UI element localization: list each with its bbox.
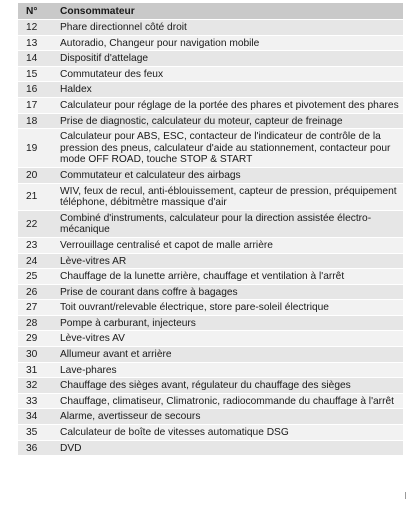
table-row: [18, 393, 403, 409]
table-row: [18, 167, 403, 183]
consumer-cell: Autoradio, Changeur pour navigation mobile: [52, 35, 403, 51]
table-row: [18, 315, 403, 331]
fuse-number-cell: 24: [18, 253, 52, 269]
table-row: [18, 284, 403, 300]
consumer-cell: Allumeur avant et arrière: [52, 347, 403, 363]
consumer-cell: Verrouillage centralisé et capot de malle arrière: [52, 237, 403, 253]
consumer-cell: WIV, feux de recul, anti-éblouissement, capteur de pression, préquipement téléphone, débitmètre massique d'air: [52, 183, 403, 210]
consumer-cell: Commutateur des feux: [52, 66, 403, 82]
fuse-number-cell: 29: [18, 331, 52, 347]
consumer-cell: DVD: [52, 440, 403, 456]
table-row: [18, 35, 403, 51]
table-row: [18, 237, 403, 253]
consumer-cell: Dispositif d'attelage: [52, 51, 403, 67]
consumer-cell: Calculateur de boîte de vitesses automatique DSG: [52, 425, 403, 441]
consumer-cell: Calculateur pour ABS, ESC, contacteur de l'indicateur de contrôle de la pression des pneus, calculateur d'aide au stationnement, contacteur pour mode OFF ROAD, touche STOP & START: [52, 129, 403, 168]
table-row: [18, 82, 403, 98]
fuse-number-cell: 12: [18, 20, 52, 36]
fuse-number-cell: 35: [18, 425, 52, 441]
fuse-number-cell: 36: [18, 440, 52, 456]
consumer-cell: Commutateur et calculateur des airbags: [52, 167, 403, 183]
column-header-number: N°: [18, 3, 52, 20]
fuse-number-cell: 28: [18, 315, 52, 331]
table-row: [18, 97, 403, 113]
consumer-cell: Combiné d'instruments, calculateur pour la direction assistée électro-mécanique: [52, 210, 403, 237]
fuse-number-cell: 23: [18, 237, 52, 253]
table-row: [18, 183, 403, 210]
table-header-row: [18, 3, 403, 20]
consumer-cell: Lave-phares: [52, 362, 403, 378]
table-row: [18, 331, 403, 347]
consumer-cell: Lève-vitres AR: [52, 253, 403, 269]
consumer-cell: Chauffage, climatiseur, Climatronic, radiocommande du chauffage à l'arrêt: [52, 393, 403, 409]
fuse-number-cell: 22: [18, 210, 52, 237]
table-row: [18, 210, 403, 237]
table-row: [18, 51, 403, 67]
table-row: [18, 300, 403, 316]
fuse-number-cell: 25: [18, 269, 52, 285]
table-row: [18, 440, 403, 456]
table-body: [18, 20, 403, 456]
column-header-consumer: Consommateur: [52, 3, 403, 20]
table-row: [18, 129, 403, 168]
table-row: [18, 20, 403, 36]
fuse-number-cell: 26: [18, 284, 52, 300]
fuse-number-cell: 13: [18, 35, 52, 51]
table-row: [18, 269, 403, 285]
consumer-cell: Alarme, avertisseur de secours: [52, 409, 403, 425]
table-row: [18, 378, 403, 394]
consumer-cell: Chauffage de la lunette arrière, chauffage et ventilation à l'arrêt: [52, 269, 403, 285]
consumer-cell: Prise de diagnostic, calculateur du moteur, capteur de freinage: [52, 113, 403, 129]
table-row: [18, 253, 403, 269]
table-row: [18, 362, 403, 378]
fuse-number-cell: 34: [18, 409, 52, 425]
fuse-number-cell: 20: [18, 167, 52, 183]
consumer-cell: Chauffage des sièges avant, régulateur du chauffage des sièges: [52, 378, 403, 394]
fuse-number-cell: 27: [18, 300, 52, 316]
fuse-assignment-table: [18, 3, 403, 456]
fuse-number-cell: 19: [18, 129, 52, 168]
consumer-cell: Prise de courant dans coffre à bagages: [52, 284, 403, 300]
fuse-number-cell: 16: [18, 82, 52, 98]
consumer-cell: Pompe à carburant, injecteurs: [52, 315, 403, 331]
fuse-number-cell: 17: [18, 97, 52, 113]
fuse-number-cell: 14: [18, 51, 52, 67]
fuse-number-cell: 30: [18, 347, 52, 363]
consumer-cell: Phare directionnel côté droit: [52, 20, 403, 36]
fuse-number-cell: 32: [18, 378, 52, 394]
table-row: [18, 66, 403, 82]
table-row: [18, 409, 403, 425]
fuse-number-cell: 31: [18, 362, 52, 378]
consumer-cell: Toit ouvrant/relevable électrique, store pare-soleil électrique: [52, 300, 403, 316]
fuse-number-cell: 15: [18, 66, 52, 82]
table-row: [18, 113, 403, 129]
fuse-number-cell: 18: [18, 113, 52, 129]
consumer-cell: Lève-vitres AV: [52, 331, 403, 347]
consumer-cell: Haldex: [52, 82, 403, 98]
fuse-number-cell: 21: [18, 183, 52, 210]
table-row: [18, 425, 403, 441]
table-row: [18, 347, 403, 363]
page-edge-mark: [405, 492, 406, 499]
consumer-cell: Calculateur pour réglage de la portée des phares et pivotement des phares: [52, 97, 403, 113]
fuse-number-cell: 33: [18, 393, 52, 409]
